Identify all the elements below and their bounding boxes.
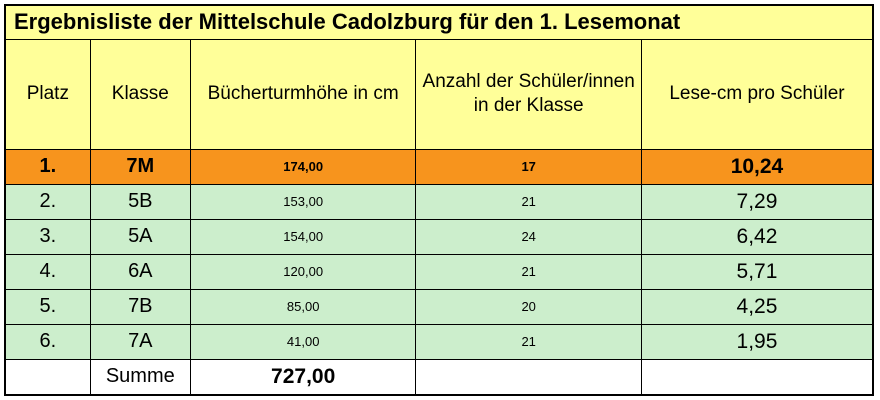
cell-klasse: 5B	[90, 184, 190, 219]
cell-anzahl: 17	[416, 149, 642, 184]
cell-hoehe: 120,00	[190, 254, 416, 289]
cell-hoehe: 153,00	[190, 184, 416, 219]
cell-klasse: 7M	[90, 149, 190, 184]
header-row	[5, 39, 873, 149]
cell-anzahl: 21	[416, 324, 642, 359]
cell-anzahl: 20	[416, 289, 642, 324]
cell-lesecm: 1,95	[641, 324, 873, 359]
results-sheet	[4, 4, 874, 396]
cell-platz: 2.	[5, 184, 90, 219]
cell-platz: 3.	[5, 219, 90, 254]
title-row	[5, 5, 873, 39]
table-row	[5, 254, 873, 289]
table-row	[5, 149, 873, 184]
cell-lesecm: 7,29	[641, 184, 873, 219]
table-row	[5, 324, 873, 359]
cell-hoehe: 154,00	[190, 219, 416, 254]
cell-anzahl: 24	[416, 219, 642, 254]
cell-anzahl: 21	[416, 184, 642, 219]
cell-klasse: 7B	[90, 289, 190, 324]
summary-cell-hoehe: 727,00	[190, 359, 416, 395]
page-title: Ergebnisliste der Mittelschule Cadolzburg für den 1. Lesemonat	[5, 5, 873, 39]
cell-hoehe: 85,00	[190, 289, 416, 324]
cell-klasse: 5A	[90, 219, 190, 254]
summary-row	[5, 359, 873, 395]
column-header-buecherturmhoehe: Bücherturmhöhe in cm	[190, 39, 416, 149]
cell-hoehe: 174,00	[190, 149, 416, 184]
cell-platz: 4.	[5, 254, 90, 289]
cell-lesecm: 10,24	[641, 149, 873, 184]
table-row	[5, 289, 873, 324]
table-row	[5, 219, 873, 254]
cell-lesecm: 4,25	[641, 289, 873, 324]
cell-hoehe: 41,00	[190, 324, 416, 359]
cell-lesecm: 6,42	[641, 219, 873, 254]
summary-label: Summe	[90, 359, 190, 395]
cell-klasse: 6A	[90, 254, 190, 289]
cell-platz: 5.	[5, 289, 90, 324]
results-table	[4, 4, 874, 396]
summary-cell-lesecm	[641, 359, 873, 395]
column-header-klasse: Klasse	[90, 39, 190, 149]
column-header-anzahl-schueler: Anzahl der Schüler/innen in der Klasse	[416, 39, 642, 149]
cell-platz: 6.	[5, 324, 90, 359]
table-row	[5, 184, 873, 219]
summary-cell-anzahl	[416, 359, 642, 395]
cell-lesecm: 5,71	[641, 254, 873, 289]
column-header-platz: Platz	[5, 39, 90, 149]
column-header-lese-cm: Lese-cm pro Schüler	[641, 39, 873, 149]
summary-cell-platz	[5, 359, 90, 395]
cell-anzahl: 21	[416, 254, 642, 289]
cell-platz: 1.	[5, 149, 90, 184]
cell-klasse: 7A	[90, 324, 190, 359]
